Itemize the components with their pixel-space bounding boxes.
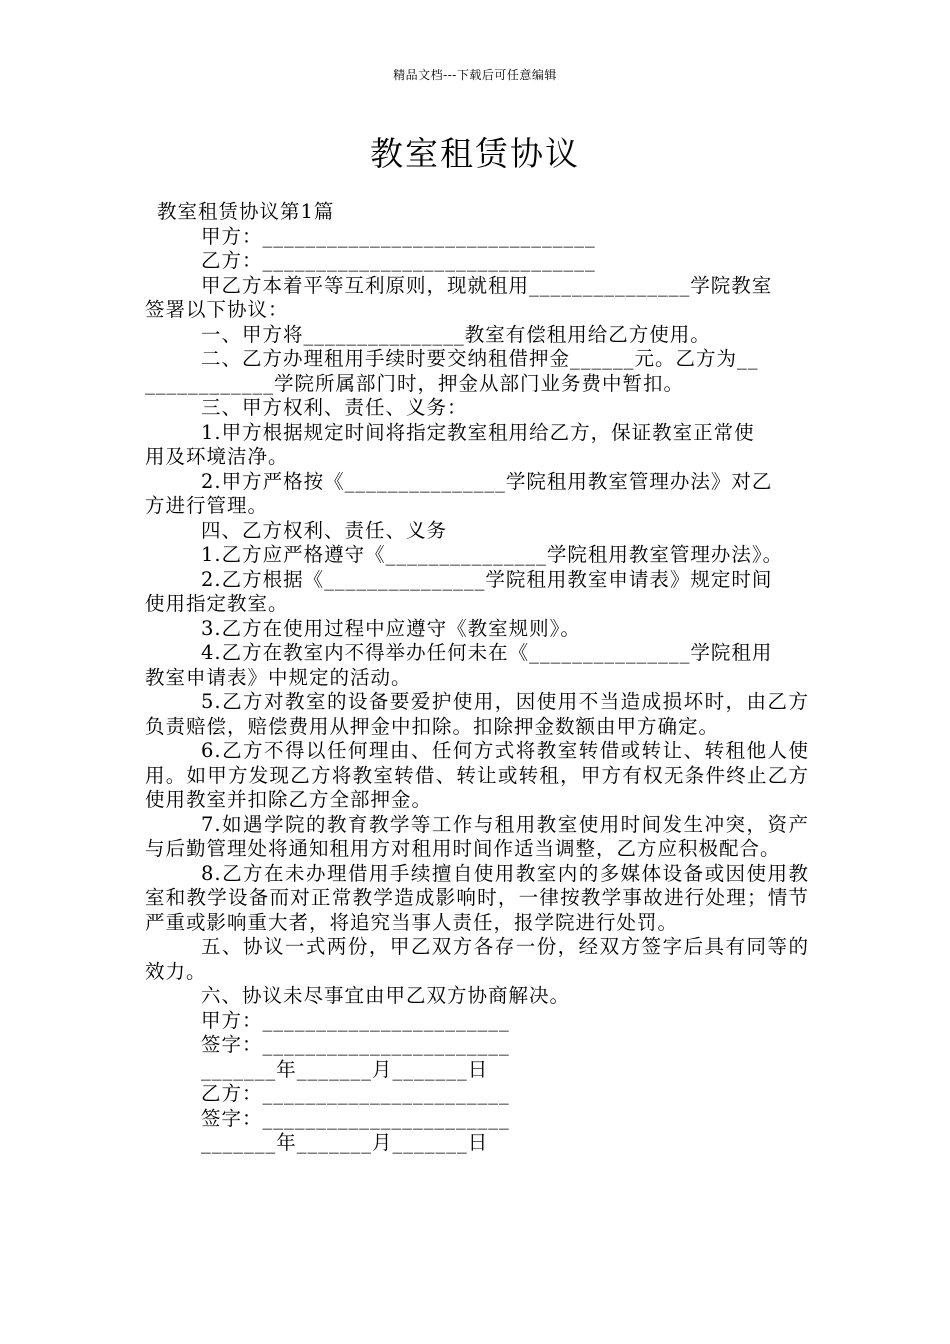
clause-4-5: 5.乙方对教室的设备要爱护使用，因使用不当造成损坏时，由乙方负责赔偿，赔偿费用从押金中扣除。扣除押金数额由甲方确定。 [145, 690, 809, 738]
document-body [145, 200, 809, 1156]
clause-2-line-2: ____________学院所属部门时，押金从部门业务费中暂扣。 [145, 371, 685, 395]
party-b-date-field: _______年_______月_______日 [201, 1131, 489, 1154]
clause-3-1-line-1: 1.甲方根据规定时间将指定教室租用给乙方，保证教室正常使 [201, 420, 755, 444]
clause-4-8: 8.乙方在未办理借用手续擅自使用教室内的多媒体设备或因使用教室和教学设备而对正常教学造成影响时，一律按教学事故进行处理；情节严重或影响重大者，将追究当事人责任，报学院进行处罚。 [145, 861, 809, 934]
clause-4-2-line-1: 2.乙方根据《_______________学院租用教室申请表》规定时间 [201, 567, 773, 591]
party-b-signature-party: 乙方：_______________________ [201, 1082, 510, 1105]
party-b-line: 乙方：_______________________________ [201, 249, 596, 272]
party-a-signature-field: 签字：_______________________ [201, 1033, 510, 1056]
clause-3-2-line-1: 2.甲方严格按《_______________学院租用教室管理办法》对乙 [201, 469, 773, 493]
section-title: 教室租赁协议第1篇 [157, 200, 335, 223]
document-title: 教室租赁协议 [370, 134, 580, 173]
clause-2-line-1: 二、乙方办理租用手续时要交纳租借押金______元。乙方为__ [201, 347, 759, 370]
intro-line-1: 甲乙方本着平等互利原则，现就租用_______________学院教室 [201, 273, 773, 297]
clause-4-title: 四、乙方权利、责任、义务 [201, 518, 448, 542]
clause-1: 一、甲方将_______________教室有偿租用给乙方使用。 [201, 322, 711, 346]
party-a-line: 甲方：_______________________________ [201, 224, 596, 248]
clause-4-4-line-2: 教室申请表》中规定的活动。 [145, 665, 412, 689]
party-b-signature-field: 签字：_______________________ [201, 1106, 510, 1130]
party-a-date-field: _______年_______月_______日 [201, 1057, 489, 1081]
clause-4-7: 7.如遇学院的教育教学等工作与租用教室使用时间发生冲突，资产与后勤管理处将通知租用方对租用时间作适当调整，乙方应积极配合。 [145, 812, 809, 860]
clause-4-2-line-2: 使用指定教室。 [145, 592, 289, 615]
clause-3-2-line-2: 方进行管理。 [145, 494, 269, 517]
clause-3-1-line-2: 用及环境洁净。 [145, 445, 289, 468]
clause-4-4-line-1: 4.乙方在教室内不得举办任何未在《_______________学院租用 [201, 641, 773, 664]
clause-5: 五、协议一式两份，甲乙双方各存一份，经双方签字后具有同等的效力。 [145, 935, 809, 983]
header-note: 精品文档---下载后可任意编辑 [393, 68, 557, 82]
clause-6: 六、协议未尽事宜由甲乙双方协商解决。 [201, 984, 571, 1007]
clause-3-title: 三、甲方权利、责任、义务： [201, 396, 468, 419]
clause-4-3: 3.乙方在使用过程中应遵守《教室规则》。 [201, 616, 581, 640]
party-a-signature-party: 甲方：_______________________ [201, 1008, 510, 1032]
clause-4-1: 1.乙方应严格遵守《_______________学院租用教室管理办法》。 [201, 543, 784, 566]
clause-4-6: 6.乙方不得以任何理由、任何方式将教室转借或转让、转租他人使用。如甲方发现乙方将教室转借、转让或转租，甲方有权无条件终止乙方使用教室并扣除乙方全部押金。 [145, 739, 809, 811]
intro-line-2: 签署以下协议： [145, 298, 289, 321]
